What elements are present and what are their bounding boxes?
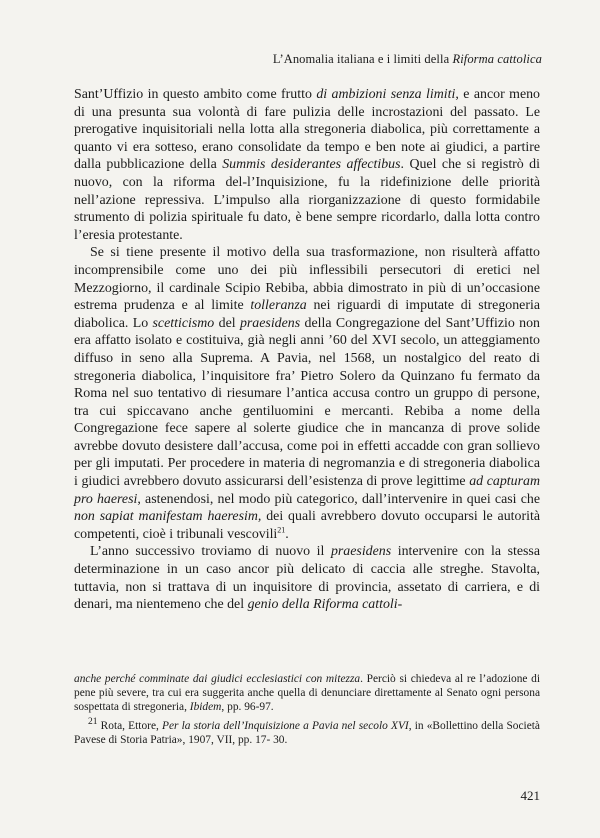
text-run: Sant’Uffizio in questo ambito come frutto <box>74 87 317 102</box>
text-run: di ambizioni senza limiti <box>316 87 456 102</box>
footnote-21-number: 21 <box>88 716 98 727</box>
main-text <box>74 86 540 614</box>
text-run: tolleranza <box>250 298 307 314</box>
footnotes <box>74 672 540 747</box>
text-run: . Perciò si chiedeva al re l’adozione di pene più severe, tra cui era suggerita anche quella di denunciare direttamente al Senato ogni persona sospettata di stregoneria, <box>74 673 541 714</box>
footnote-continuation <box>74 672 540 715</box>
text-run: , astenendosi, nel modo più categorico, dall’intervenire in quei casi che <box>137 491 540 507</box>
text-run: praesidens <box>239 315 301 331</box>
text-run: non sapiat manifestam haeresim, <box>74 509 262 525</box>
running-head-text: L’Anomalia italiana e i limiti della <box>272 52 453 66</box>
text-run: Ibidem <box>189 701 222 714</box>
paragraph-2-end: . <box>285 526 289 542</box>
page-number: 421 <box>520 788 540 803</box>
paragraph-2-text <box>74 245 540 542</box>
text-run: , e ancor meno di una presunta sua volontà di fare pulizia delle incrostazioni del passato. Le prerogative inquisitoriali nella lotta alla stregoneria diabolica, più correttamente a quanto vi era sotteso, erano consolidate da tempo e ben note ai giudici, a partire dalla pubblicazione della <box>74 87 541 173</box>
text-run: Per la storia dell’Inquisizione a Pavia nel secolo XVI <box>162 719 409 732</box>
text-run: praesidens <box>330 544 392 560</box>
footnote-ref-21[interactable]: 21 <box>277 525 286 535</box>
text-run: Summis desiderantes affectibus <box>222 157 401 173</box>
paragraph-3 <box>74 543 540 613</box>
text-run: . Quel che si registrò di nuovo, con la riforma del-l’Inquisizione, fu la ridefinizione delle priorità nell’azione repressiva. L’impulso alla riorganizzazione di questo formidabile strumento di polizia spirituale fu dato, è bene sempre ricordarlo, dalla lotta contro l’eresia protestante. <box>74 157 540 243</box>
text-run: del <box>214 315 240 331</box>
text-run: anche perché comminate dai giudici ecclesiastici con mitezza <box>74 673 361 685</box>
running-head <box>70 52 542 67</box>
running-head-italic: Riforma cattolica <box>452 52 542 66</box>
text-run: ad capturam pro haeresi <box>74 474 540 507</box>
text-run: genio della Riforma cattoli- <box>247 597 403 613</box>
footnote-21 <box>74 715 540 747</box>
text-run: Rota, Ettore, <box>97 719 163 732</box>
text-run: scetticismo <box>152 315 215 331</box>
text-run: , in «Bollettino della Società Pavese di Storia Patria», 1907, VII, pp. 17- 30. <box>74 719 540 746</box>
paragraph-1 <box>74 86 540 244</box>
text-run: della Congregazione del Sant’Uffizio non era affatto isolato e costituiva, già negli anni ’60 del XVI secolo, un atteggiamento diffuso in seno alla Suprema. A Pavia, nel 1568, un nostalgico del reato di stregoneria diabolica, l’inquisitore fra’ Pietro Solero da Quinzano fu fermato da Roma nel suo tentativo di riesumare l’antica accusa contro un gruppo di persone, tra cui spiccavano anche gentiluomini e mercanti. Rebiba a nome della Congregazione fece sapere al solerte giudice che in mancanza di prove solide avrebbe dovuto desistere dall’accusa, come poi in effetti accadde con gran sollievo per gli imputati. Per procedere in materia di negromanzia e di stregoneria diabolica i giudici avrebbero dovuto assicurarsi dell’esistenza di prove legittime <box>74 315 540 490</box>
paragraph-2 <box>74 244 540 543</box>
text-run: , pp. 96-97. <box>221 701 274 714</box>
text-run: L’anno successivo troviamo di nuovo il <box>90 544 331 560</box>
text-run: nei riguardi di imputate di stregoneria diabolica. Lo <box>74 298 540 331</box>
text-run: Se si tiene presente il motivo della sua trasformazione, non risulterà affatto incomprensibile come uno dei più inflessibili persecutori di eretici nel Mezzogiorno, il cardinale Scipio Rebiba, abbia dimostrato in più di un’occasione estrema prudenza e al limite <box>74 245 540 314</box>
footnote-21-text <box>74 716 540 746</box>
text-run: intervenire con la stessa determinazione in un caso ancor più delicato di caccia alle streghe. Stavolta, tuttavia, non si trattava di un inquisitore di provincia, assetato di carriera, e di denari, ma nientemeno che del <box>74 544 541 613</box>
text-run: dei quali avrebbero dovuto occuparsi le autorità competenti, cioè i tribunali vescovili <box>74 509 540 542</box>
